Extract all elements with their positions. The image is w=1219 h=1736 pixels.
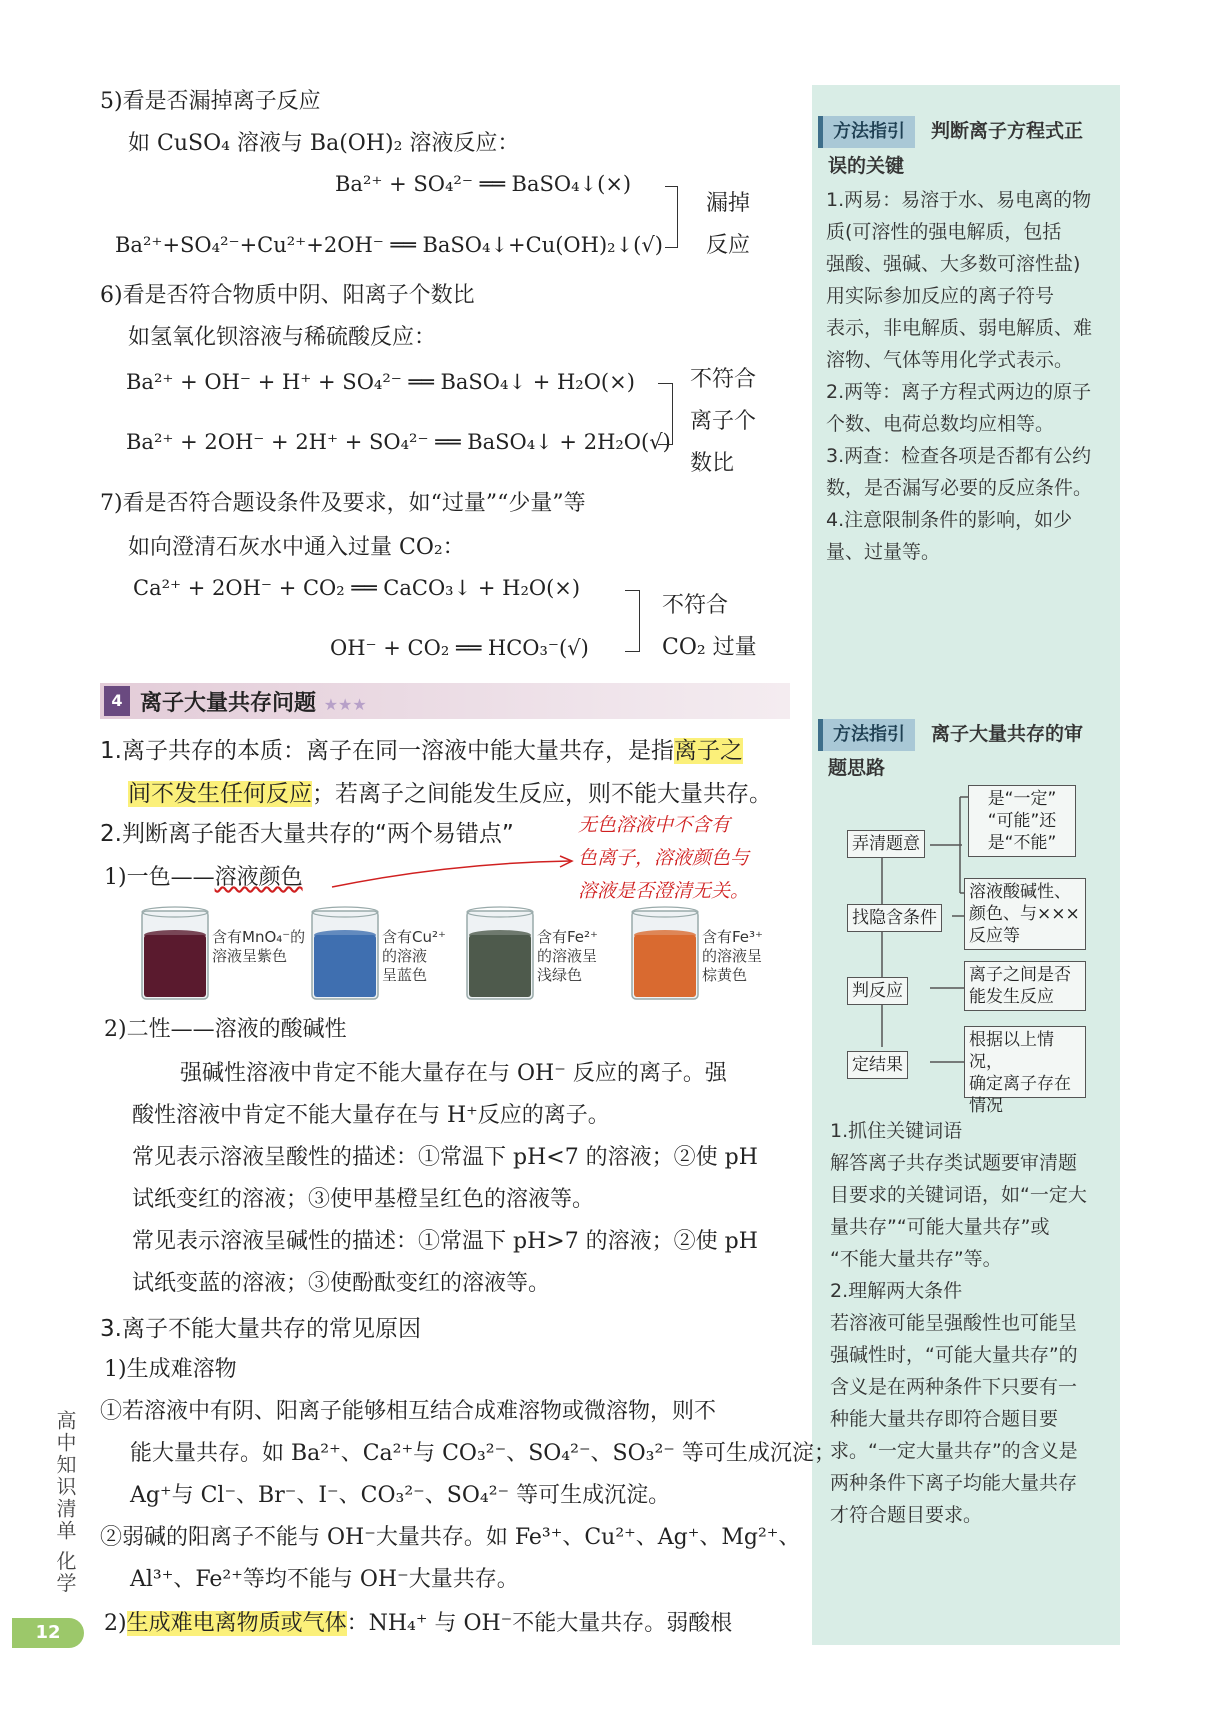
note: 反应 — [706, 233, 751, 258]
beaker-label-line: 含有Fe³⁺ — [702, 928, 763, 946]
method-tag: 方法指引 — [818, 116, 915, 148]
item-7-intro: 如向澄清石灰水中通入过量 CO₂： — [128, 535, 465, 560]
flow-desc-line: 反应等 — [969, 926, 1020, 946]
equation: Ba²⁺ + 2OH⁻ + 2H⁺ + SO₄²⁻ ══ BaSO₄↓ + 2H₂O(√) — [126, 430, 671, 454]
guide-line: 量、过量等。 — [826, 541, 941, 563]
beaker-icon — [310, 905, 380, 1001]
guide-line: 才符合题目要求。 — [830, 1504, 983, 1526]
beaker — [140, 905, 210, 1001]
note: 不符合 — [662, 593, 729, 618]
method-title: 离子大量共存的审 — [931, 723, 1084, 745]
star-rating: ★★★ — [323, 695, 367, 714]
guide-line: 种能大量共存即符合题目要 — [830, 1408, 1059, 1430]
text-line: 能大量共存。如 Ba²⁺、Ca²⁺与 CO₃²⁻、SO₄²⁻、SO₃²⁻ 等可生成沉淀； — [130, 1441, 836, 1466]
beaker-label-line: 含有Fe²⁺ — [537, 928, 598, 946]
beaker — [465, 905, 535, 1001]
handwritten-note: 溶液是否澄清无关。 — [578, 880, 750, 902]
handwritten-note: 色离子，溶液颜色与 — [578, 847, 750, 869]
method-guide-1-list — [826, 184, 1092, 568]
beaker-label-line: 的溶液呈 — [537, 947, 598, 965]
guide-line: 若溶液可能呈强酸性也可能呈 — [830, 1312, 1078, 1334]
flow-desc-line: 情况 — [969, 1096, 1003, 1116]
guide-line: 数，是否漏写必要的反应条件。 — [826, 477, 1093, 499]
text: ；若离子之间能发生反应，则不能大量共存。 — [312, 781, 772, 807]
beaker-label-line: 浅绿色 — [537, 966, 583, 984]
flow-desc-line: 能发生反应 — [969, 987, 1054, 1007]
note: 漏掉 — [706, 191, 751, 216]
beaker-label-line: 棕黄色 — [702, 966, 748, 984]
text-line: 常见表示溶液呈碱性的描述：①常温下 pH>7 的溶液；②使 pH — [132, 1229, 758, 1254]
guide-line: 2.理解两大条件 — [830, 1280, 963, 1302]
bracket — [665, 186, 678, 248]
bracket — [658, 383, 673, 445]
guide-line: 用实际参加反应的离子符号 — [826, 285, 1055, 307]
text: 2) — [104, 1611, 127, 1636]
beaker-label — [702, 928, 763, 985]
method-title: 判断离子方程式正 — [931, 120, 1084, 142]
guide-line: 解答离子共存类试题要审清题 — [830, 1152, 1078, 1174]
text-line: 常见表示溶液呈酸性的描述：①常温下 pH<7 的溶液；②使 pH — [132, 1145, 758, 1170]
method-title-cont: 误的关键 — [828, 155, 905, 177]
guide-line: 两种条件下离子均能大量共存 — [830, 1472, 1078, 1494]
note: CO₂ 过量 — [662, 635, 757, 660]
text-line: 酸性溶液中肯定不能大量存在与 H⁺反应的离子。 — [132, 1103, 610, 1128]
handwritten-note: 无色溶液中不含有 — [578, 814, 731, 836]
method-title-cont: 题思路 — [828, 757, 886, 779]
beaker-label-line: 的溶液 — [382, 947, 428, 965]
flow-desc-1 — [968, 785, 1076, 857]
section-number: 4 — [104, 686, 130, 716]
item-5-heading: 5)看是否漏掉离子反应 — [100, 89, 321, 114]
highlight: 生成难电离物质或气体 — [126, 1611, 347, 1636]
text: ：NH₄⁺ 与 OH⁻不能大量共存。弱酸根 — [346, 1611, 733, 1636]
method-guide-1-header — [818, 115, 1083, 148]
beaker-icon — [140, 905, 210, 1001]
text: 1.离子共存的本质：离子在同一溶液中能大量共存，是指 — [100, 738, 674, 764]
flow-step-4: 定结果 — [847, 1051, 908, 1079]
flow-step-1: 弄清题意 — [847, 830, 925, 858]
guide-line: 1.抓住关键词语 — [830, 1120, 963, 1142]
note: 不符合 — [690, 367, 757, 392]
note: 数比 — [690, 451, 735, 476]
text: 1)一色—— — [104, 865, 215, 890]
beaker-label-line: 呈蓝色 — [382, 966, 428, 984]
underlined-text: 溶液颜色 — [214, 865, 303, 890]
guide-line: 1.两易：易溶于水、易电离的物 — [826, 189, 1092, 211]
text-line: ①若溶液中有阴、阳离子能够相互结合成难溶物或微溶物，则不 — [100, 1399, 717, 1424]
equation: Ba²⁺ + OH⁻ + H⁺ + SO₄²⁻ ══ BaSO₄↓ + H₂O(×) — [126, 370, 635, 394]
text-line — [104, 1606, 732, 1637]
highlight: 离子之 — [673, 738, 743, 764]
item-6-heading: 6)看是否符合物质中阴、阳离子个数比 — [100, 283, 475, 308]
text-line: 1)生成难溶物 — [104, 1357, 237, 1382]
method-guide-2-header — [818, 718, 1083, 751]
flow-step-2: 找隐含条件 — [847, 904, 942, 932]
flow-step-3: 判反应 — [847, 977, 908, 1005]
method-tag: 方法指引 — [818, 719, 915, 751]
flow-desc-line: 确定离子存在 — [969, 1074, 1071, 1094]
highlight: 间不发生任何反应 — [128, 781, 312, 807]
equation: Ba²⁺ + SO₄²⁻ ══ BaSO₄↓(×) — [335, 172, 632, 196]
guide-line: 4.注意限制条件的影响，如少 — [826, 509, 1073, 531]
text-line: Al³⁺、Fe²⁺等均不能与 OH⁻大量共存。 — [130, 1567, 519, 1592]
guide-line: 含义是在两种条件下只要有一 — [830, 1376, 1078, 1398]
text-line: ②弱碱的阳离子不能与 OH⁻大量共存。如 Fe³⁺、Cu²⁺、Ag⁺、Mg²⁺、 — [100, 1525, 801, 1550]
page-number: 12 — [12, 1618, 84, 1648]
equation: OH⁻ + CO₂ ══ HCO₃⁻(√) — [330, 636, 589, 660]
beaker-label-line: 的溶液呈 — [702, 947, 763, 965]
flow-desc-line: 是“不能” — [987, 833, 1057, 853]
paragraph-1-line2 — [128, 775, 772, 808]
equation: Ba²⁺+SO₄²⁻+Cu²⁺+2OH⁻ ══ BaSO₄↓+Cu(OH)₂↓(√) — [115, 233, 663, 257]
method-guide-2-list — [830, 1115, 1087, 1531]
section-title: 离子大量共存问题 — [140, 691, 317, 716]
beaker — [310, 905, 380, 1001]
paragraph-3-heading: 3.离子不能大量共存的常见原因 — [100, 1316, 421, 1342]
note: 离子个 — [690, 409, 757, 434]
color-heading — [104, 860, 303, 891]
guide-line: 质(可溶性的强电解质，包括 — [826, 221, 1062, 243]
book-title-vertical: 高中知识清单 化学 — [53, 1410, 77, 1595]
beaker-label — [382, 928, 446, 985]
text-line: 强碱性溶液中肯定不能大量存在与 OH⁻ 反应的离子。强 — [180, 1061, 727, 1086]
flow-desc-line: 溶液酸碱性、 — [969, 882, 1071, 902]
flow-desc-line: 离子之间是否 — [969, 965, 1071, 985]
guide-line: 溶物、气体等用化学式表示。 — [826, 349, 1074, 371]
item-5-intro: 如 CuSO₄ 溶液与 Ba(OH)₂ 溶液反应： — [128, 131, 520, 156]
guide-line: 个数、电荷总数均应相等。 — [826, 413, 1055, 435]
equation: Ca²⁺ + 2OH⁻ + CO₂ ══ CaCO₃↓ + H₂O(×) — [133, 576, 581, 600]
beaker — [630, 905, 700, 1001]
section-header — [100, 683, 790, 719]
flow-desc-3 — [964, 961, 1086, 1011]
guide-line: 2.两等：离子方程式两边的原子 — [826, 381, 1092, 403]
section-title-wrap — [140, 686, 367, 717]
guide-line: 求。“一定大量共存”的含义是 — [830, 1440, 1078, 1462]
guide-line: “不能大量共存”等。 — [830, 1248, 1002, 1270]
flow-desc-line: “可能”还 — [987, 811, 1057, 831]
flow-desc-line: 根据以上情况， — [969, 1030, 1054, 1072]
bracket — [625, 590, 640, 652]
guide-line: 目要求的关键词语，如“一定大 — [830, 1184, 1087, 1206]
flow-desc-4 — [964, 1026, 1086, 1116]
paragraph-1-line1 — [100, 732, 743, 765]
beaker-label — [537, 928, 598, 985]
text-line: Ag⁺与 Cl⁻、Br⁻、I⁻、CO₃²⁻、SO₄²⁻ 等可生成沉淀。 — [130, 1483, 671, 1508]
flow-desc-2 — [964, 878, 1086, 950]
beaker-label-line: 含有MnO₄⁻的 — [212, 928, 306, 946]
beaker-icon — [630, 905, 700, 1001]
guide-line: 强碱性时，“可能大量共存”的 — [830, 1344, 1078, 1366]
acidity-heading: 2)二性——溶液的酸碱性 — [104, 1017, 347, 1042]
flow-desc-line: 是“一定” — [987, 789, 1057, 809]
flow-desc-line: 颜色、与××× — [969, 904, 1080, 924]
guide-line: 表示，非电解质、弱电解质、难 — [826, 317, 1093, 339]
guide-line: 3.两查：检查各项是否都有公约 — [826, 445, 1092, 467]
text-line: 试纸变红的溶液；③使甲基橙呈红色的溶液等。 — [132, 1187, 595, 1212]
text-line: 试纸变蓝的溶液；③使酚酞变红的溶液等。 — [132, 1271, 551, 1296]
beaker-label-line: 溶液呈紫色 — [212, 947, 288, 965]
beaker-icon — [465, 905, 535, 1001]
paragraph-2-heading: 2.判断离子能否大量共存的“两个易错点” — [100, 821, 514, 847]
annotation-arrow — [330, 855, 580, 895]
item-7-heading: 7)看是否符合题设条件及要求，如“过量”“少量”等 — [100, 491, 586, 516]
beaker-label — [212, 928, 305, 966]
beaker-label-line: 含有Cu²⁺ — [382, 928, 446, 946]
guide-line: 强酸、强碱、大多数可溶性盐) — [826, 253, 1081, 275]
guide-line: 量共存”“可能大量共存”或 — [830, 1216, 1050, 1238]
item-6-intro: 如氢氧化钡溶液与稀硫酸反应： — [128, 325, 437, 350]
